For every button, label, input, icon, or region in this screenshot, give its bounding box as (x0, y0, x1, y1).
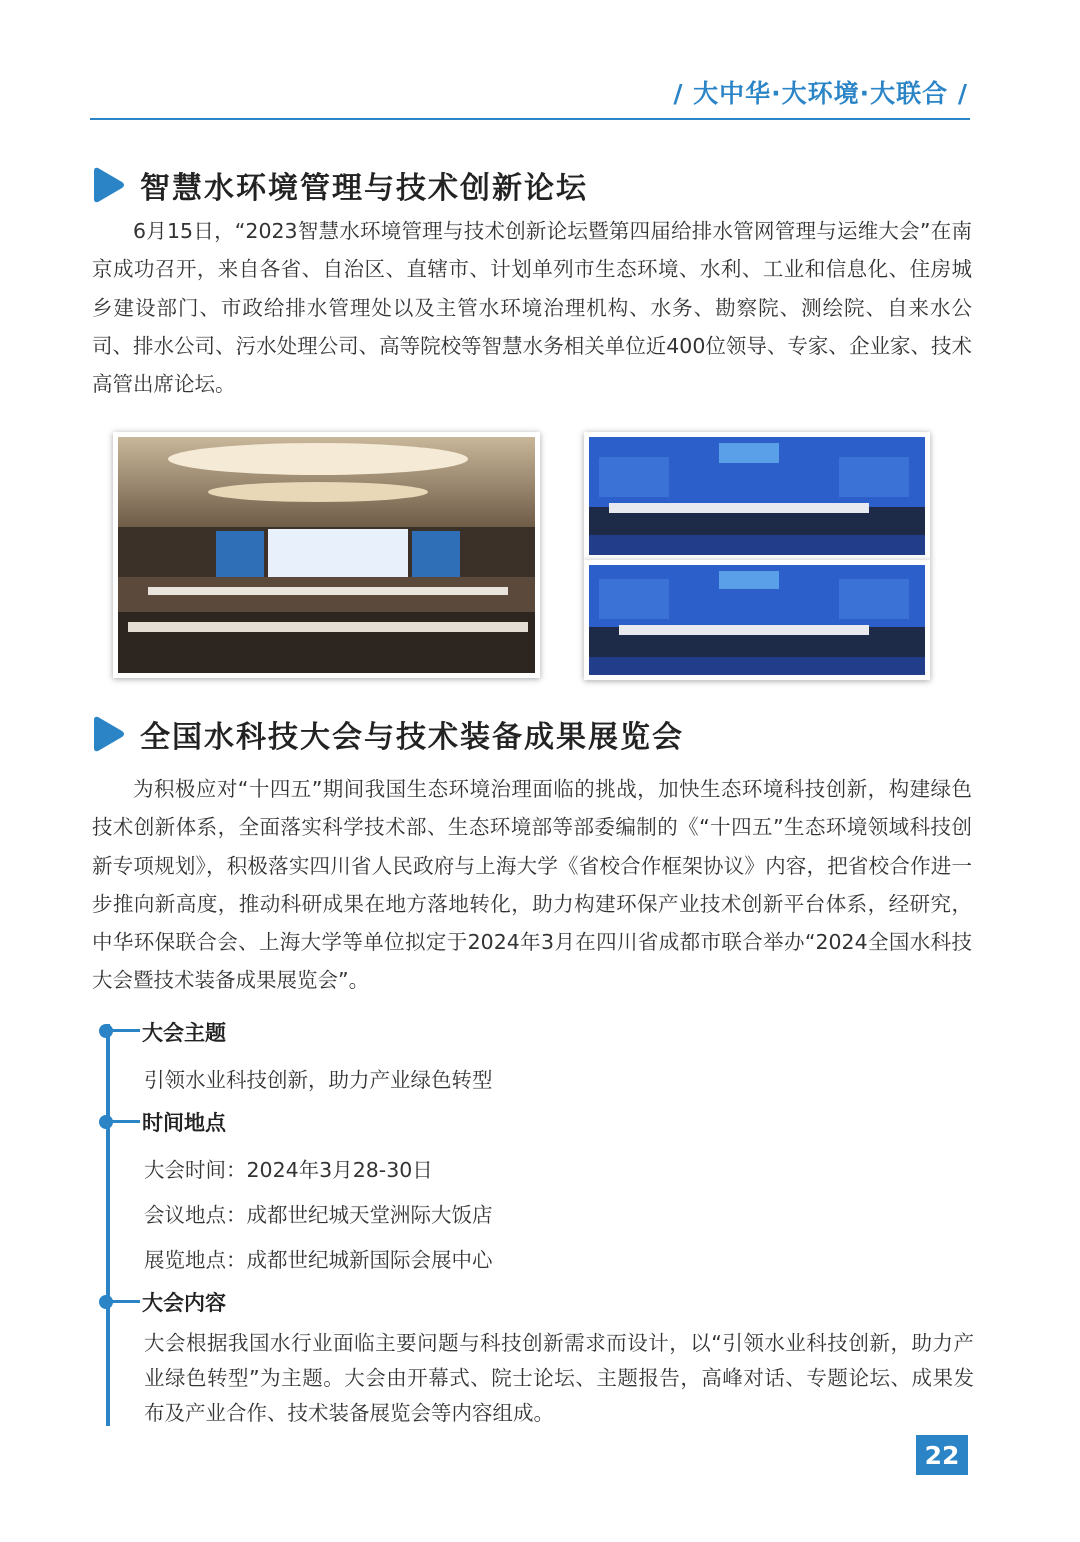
header-divider (90, 118, 970, 120)
timeline-connector (110, 1029, 140, 1032)
section1-title: 智慧水环境管理与技术创新论坛 (140, 171, 588, 206)
exhibition-venue: 展览地点：成都世纪城新国际会展中心 (144, 1248, 493, 1272)
time-venue-heading: 时间地点 (142, 1111, 226, 1135)
section1-paragraph: 6月15日，“2023智慧水环境管理与技术创新论坛暨第四届给排水管网管理与运维大会”在南京成功召开，来自各省、自治区、直辖市、计划单列市生态环境、水利、工业和信息化、住房城乡建设部门、市政给排水管理处以及主管水环境治理机构、水务、勘察院、测绘院、自来水公司、排水公司、污水处理公司、高等院校等智慧水务相关单位近400位领导、专家、企业家、技术高管出席论坛。 (92, 219, 972, 397)
section-marker-icon (92, 716, 126, 752)
timeline-connector (110, 1300, 140, 1303)
conference-time: 大会时间：2024年3月28-30日 (144, 1158, 433, 1182)
header-slogan: / 大中华·大环境·大联合 / (673, 79, 968, 108)
theme-text: 引领水业科技创新，助力产业绿色转型 (144, 1068, 493, 1092)
page-number: 22 (916, 1435, 968, 1475)
forum-hall-photo (113, 432, 540, 678)
content-text: 大会根据我国水行业面临主要问题与科技创新需求而设计，以“引领水业科技创新，助力产业绿色转型”为主题。大会由开幕式、院士论坛、主题报告，高峰对话、专题论坛、成果发布及产业合作、技术装备展览会等内容组成。 (144, 1331, 974, 1425)
content-heading: 大会内容 (142, 1291, 226, 1315)
conference-venue: 会议地点：成都世纪城天堂洲际大饭店 (144, 1203, 493, 1227)
section1-heading (92, 163, 588, 207)
section-marker-icon (92, 167, 126, 203)
timeline-connector (110, 1120, 140, 1123)
section2-paragraph: 为积极应对“十四五”期间我国生态环境治理面临的挑战，加快生态环境科技创新，构建绿色技术创新体系，全面落实科学技术部、生态环境部等部委编制的《“十四五”生态环境领域科技创新专项规划》，积极落实四川省人民政府与上海大学《省校合作框架协议》内容，把省校合作进一步推向新高度，推动科研成果在地方落地转化，助力构建环保产业技术创新平台体系，经研究，中华环保联合会、上海大学等单位拟定于2024年3月在四川省成都市联合举办“2024全国水科技大会暨技术装备成果展览会”。 (92, 777, 972, 993)
award-ceremony-photo-1 (584, 432, 930, 560)
section2-heading (92, 712, 684, 756)
timeline-line (106, 1024, 110, 1426)
award-ceremony-photo-2 (584, 560, 930, 680)
theme-heading: 大会主题 (142, 1021, 226, 1045)
section2-title: 全国水科技大会与技术装备成果展览会 (140, 720, 684, 755)
